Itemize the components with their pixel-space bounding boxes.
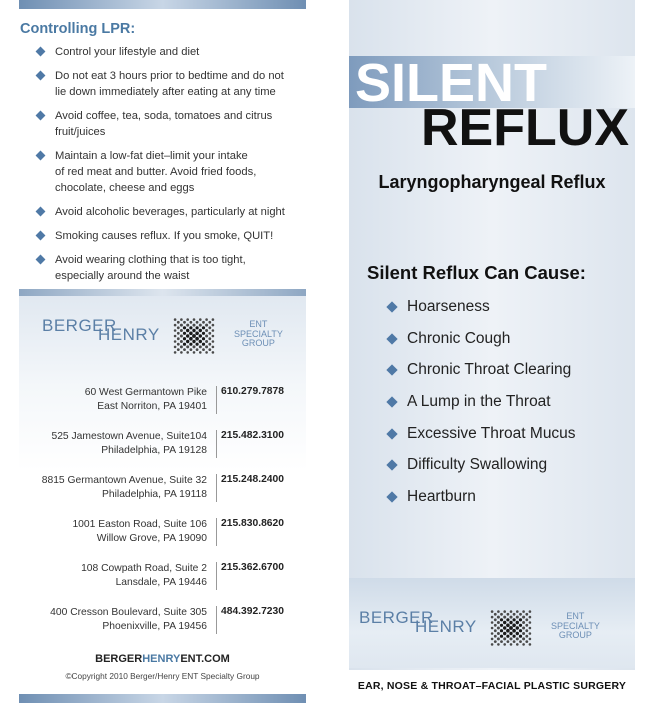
symptom-item xyxy=(387,454,576,486)
tip-line: lie down immediately after eating at any time xyxy=(55,86,276,98)
title-reflux: REFLUX xyxy=(421,99,629,157)
tip-line: Do not eat 3 hours prior to bedtime and do not xyxy=(55,70,284,82)
symptom-label: Chronic Throat Clearing xyxy=(407,361,572,379)
office-entry xyxy=(19,518,306,550)
dot-diamond-logo-icon xyxy=(477,600,545,656)
office-entry xyxy=(19,562,306,594)
diamond-bullet-icon xyxy=(386,365,397,376)
tip-item xyxy=(19,148,306,196)
address-line: East Norriton, PA 19401 xyxy=(97,400,207,412)
symptom-item xyxy=(387,296,576,328)
symptom-item xyxy=(387,486,576,518)
right-panel xyxy=(349,0,635,703)
symptom-item xyxy=(387,391,576,423)
tip-line: Avoid wearing clothing that is too tight, xyxy=(55,254,246,266)
tip-item xyxy=(19,204,306,220)
symptoms-list xyxy=(387,296,576,518)
address-line: Philadelphia, PA 19118 xyxy=(102,488,207,500)
tip-line: chocolate, cheese and eggs xyxy=(55,182,195,194)
tip-line: especially around the waist xyxy=(55,270,190,282)
title-silent: SILENT xyxy=(355,53,548,113)
tip-line: Maintain a low-fat diet–limit your intake xyxy=(55,150,248,162)
office-address xyxy=(51,430,207,457)
diamond-bullet-icon xyxy=(36,231,46,241)
address-line: 8815 Germantown Avenue, Suite 32 xyxy=(41,475,207,486)
address-line: 108 Cowpath Road, Suite 2 xyxy=(81,563,207,574)
symptom-item xyxy=(387,423,576,455)
symptom-label: Heartburn xyxy=(407,488,476,506)
subtitle: Laryngopharyngeal Reflux xyxy=(378,172,606,192)
office-entry xyxy=(19,430,306,462)
office-entry xyxy=(19,606,306,638)
tip-line: Avoid coffee, tea, soda, tomatoes and citrus xyxy=(55,110,273,122)
contact-decorative-bar xyxy=(19,289,306,296)
logo-word-berger: BERGER xyxy=(359,608,434,627)
diamond-bullet-icon xyxy=(386,428,397,439)
office-entry xyxy=(19,386,306,418)
address-line: 1001 Easton Road, Suite 106 xyxy=(72,519,207,530)
symptom-label: Difficulty Swallowing xyxy=(407,456,548,474)
bottom-decorative-bar xyxy=(19,694,306,703)
copyright-notice: ©Copyright 2010 Berger/Henry ENT Specialty Group xyxy=(65,671,260,681)
address-line: Willow Grove, PA 19090 xyxy=(96,532,207,544)
diamond-bullet-icon xyxy=(36,255,46,265)
symptom-label: A Lump in the Throat xyxy=(407,393,551,411)
office-address xyxy=(42,474,207,501)
tip-line: Smoking causes reflux. If you smoke, QUIT! xyxy=(55,230,274,242)
logo-word-henry: HENRY xyxy=(98,325,160,344)
symptom-item xyxy=(387,328,576,360)
address-line: 400 Cresson Boulevard, Suite 305 xyxy=(50,607,207,618)
address-line: Philadelphia, PA 19128 xyxy=(101,444,207,456)
logo-word-berger: BERGER xyxy=(42,316,117,335)
tip-item xyxy=(19,228,306,244)
tagline-box xyxy=(349,670,635,703)
office-phone[interactable]: 215.362.6700 xyxy=(216,562,284,590)
office-phone[interactable]: 610.279.7878 xyxy=(216,386,284,414)
office-address xyxy=(85,386,207,413)
logo-ent-specialty-group: ENT SPECIALTY GROUP xyxy=(234,319,283,348)
diamond-bullet-icon xyxy=(36,207,46,217)
address-line: Phoenixville, PA 19456 xyxy=(102,620,207,632)
office-address xyxy=(72,518,207,545)
office-entry xyxy=(19,474,306,506)
logo-ent-specialty-group: ENT SPECIALTY GROUP xyxy=(551,611,600,640)
address-line: Lansdale, PA 19446 xyxy=(115,576,207,588)
diamond-bullet-icon xyxy=(36,71,46,81)
top-decorative-bar xyxy=(19,0,306,9)
symptom-label: Hoarseness xyxy=(407,298,490,315)
tip-item xyxy=(19,44,306,60)
symptom-item xyxy=(387,359,576,391)
address-line: 525 Jamestown Avenue, Suite104 xyxy=(51,431,207,442)
office-address xyxy=(81,562,207,589)
section-title: Controlling LPR: xyxy=(20,21,136,37)
tip-line: Avoid alcoholic beverages, particularly at night xyxy=(55,206,285,218)
office-phone[interactable]: 484.392.7230 xyxy=(216,606,284,634)
address-line: 60 West Germantown Pike xyxy=(84,387,207,398)
diamond-bullet-icon xyxy=(386,301,397,312)
left-panel xyxy=(19,0,306,703)
office-phone[interactable]: 215.482.3100 xyxy=(216,430,284,458)
tip-item xyxy=(19,108,306,140)
diamond-bullet-icon xyxy=(386,396,397,407)
office-phone[interactable]: 215.830.8620 xyxy=(216,518,284,546)
right-logo-box xyxy=(349,578,635,668)
diamond-bullet-icon xyxy=(36,111,46,121)
diamond-bullet-icon xyxy=(36,47,46,57)
diamond-bullet-icon xyxy=(36,151,46,161)
logo-word-henry: HENRY xyxy=(415,617,477,636)
tip-item xyxy=(19,68,306,100)
website-link[interactable]: BERGERHENRYENT.COM xyxy=(95,653,230,665)
diamond-bullet-icon xyxy=(386,460,397,471)
tip-item xyxy=(19,252,306,284)
office-address xyxy=(50,606,207,633)
symptom-label: Excessive Throat Mucus xyxy=(407,424,576,442)
diamond-bullet-icon xyxy=(386,491,397,502)
contact-block xyxy=(19,289,306,694)
symptom-label: Chronic Cough xyxy=(407,329,511,347)
tips-list xyxy=(19,44,306,292)
causes-heading: Silent Reflux Can Cause: xyxy=(367,262,586,283)
specialty-tagline: EAR, NOSE & THROAT–FACIAL PLASTIC SURGERY xyxy=(357,680,627,692)
dot-diamond-logo-icon xyxy=(160,308,228,364)
office-phone[interactable]: 215.248.2400 xyxy=(216,474,284,502)
tip-line: fruit/juices xyxy=(55,126,106,138)
tip-line: Control your lifestyle and diet xyxy=(55,46,200,58)
tip-line: of red meat and butter. Avoid fried foods, xyxy=(55,166,257,178)
diamond-bullet-icon xyxy=(386,333,397,344)
